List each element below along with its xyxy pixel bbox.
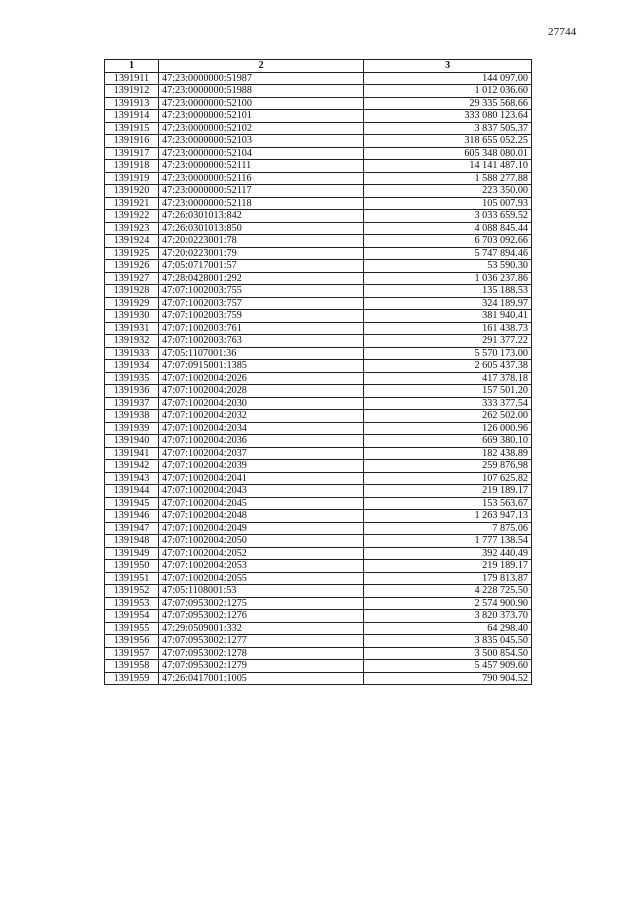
row-number-cell: 1391947: [105, 522, 159, 535]
cadastral-number-cell: 47:23:0000000:52111: [159, 160, 364, 173]
cadastral-number-cell: 47:23:0000000:52117: [159, 185, 364, 198]
row-number-cell: 1391919: [105, 172, 159, 185]
cadastral-number-cell: 47:23:0000000:52103: [159, 135, 364, 148]
value-cell: 6 703 092.66: [364, 235, 532, 248]
cadastral-number-cell: 47:07:1002004:2053: [159, 560, 364, 573]
table-row: [105, 397, 532, 410]
row-number-cell: 1391911: [105, 72, 159, 85]
cadastral-number-cell: 47:23:0000000:52118: [159, 197, 364, 210]
row-number-cell: 1391937: [105, 397, 159, 410]
table-row: [105, 610, 532, 623]
value-cell: 182 438.89: [364, 447, 532, 460]
cadastral-number-cell: 47:07:1002004:2049: [159, 522, 364, 535]
cadastral-number-cell: 47:07:1002004:2030: [159, 397, 364, 410]
value-cell: 1 777 138.54: [364, 535, 532, 548]
cadastral-number-cell: 47:07:1002004:2037: [159, 447, 364, 460]
value-cell: 1 012 036.60: [364, 85, 532, 98]
table-row: [105, 547, 532, 560]
value-cell: 105 007.93: [364, 197, 532, 210]
table-row: [105, 560, 532, 573]
value-cell: 3 837 505.37: [364, 122, 532, 135]
value-cell: 262 502.00: [364, 410, 532, 423]
cadastral-number-cell: 47:07:0953002:1279: [159, 660, 364, 673]
cadastral-number-cell: 47:07:1002003:763: [159, 335, 364, 348]
row-number-cell: 1391942: [105, 460, 159, 473]
row-number-cell: 1391943: [105, 472, 159, 485]
cadastral-number-cell: 47:07:1002004:2041: [159, 472, 364, 485]
row-number-cell: 1391936: [105, 385, 159, 398]
table-row: [105, 472, 532, 485]
cadastral-number-cell: 47:23:0000000:52104: [159, 147, 364, 160]
value-cell: 107 625.82: [364, 472, 532, 485]
table-row: [105, 347, 532, 360]
row-number-cell: 1391935: [105, 372, 159, 385]
cadastral-number-cell: 47:20:0223001:78: [159, 235, 364, 248]
cadastral-number-cell: 47:07:1002004:2028: [159, 385, 364, 398]
table-row: [105, 435, 532, 448]
row-number-cell: 1391930: [105, 310, 159, 323]
table-row: [105, 185, 532, 198]
table-row: [105, 210, 532, 223]
table-row: [105, 72, 532, 85]
row-number-cell: 1391948: [105, 535, 159, 548]
cadastral-number-cell: 47:07:0915001:1385: [159, 360, 364, 373]
table-row: [105, 510, 532, 523]
table-row: [105, 660, 532, 673]
table-row: [105, 122, 532, 135]
value-cell: 5 570 173.00: [364, 347, 532, 360]
value-cell: 219 189.17: [364, 560, 532, 573]
value-cell: 392 440.49: [364, 547, 532, 560]
cadastral-number-cell: 47:28:0428001:292: [159, 272, 364, 285]
header-row: [105, 60, 532, 73]
value-cell: 64 298.40: [364, 622, 532, 635]
table-row: [105, 535, 532, 548]
table-body: [105, 72, 532, 685]
value-cell: 29 335 568.66: [364, 97, 532, 110]
row-number-cell: 1391950: [105, 560, 159, 573]
value-cell: 179 813.87: [364, 572, 532, 585]
cadastral-number-cell: 47:07:1002004:2050: [159, 535, 364, 548]
table-row: [105, 285, 532, 298]
cadastral-number-cell: 47:07:1002004:2026: [159, 372, 364, 385]
table-row: [105, 672, 532, 685]
table-row: [105, 447, 532, 460]
value-cell: 318 655 052.25: [364, 135, 532, 148]
cadastral-number-cell: 47:07:0953002:1278: [159, 647, 364, 660]
table-row: [105, 297, 532, 310]
row-number-cell: 1391932: [105, 335, 159, 348]
row-number-cell: 1391953: [105, 597, 159, 610]
value-cell: 381 940.41: [364, 310, 532, 323]
cadastral-number-cell: 47:07:1002004:2039: [159, 460, 364, 473]
value-cell: 135 188.53: [364, 285, 532, 298]
value-cell: 3 835 045.50: [364, 635, 532, 648]
value-cell: 669 380.10: [364, 435, 532, 448]
cadastral-number-cell: 47:07:1002004:2043: [159, 485, 364, 498]
row-number-cell: 1391927: [105, 272, 159, 285]
value-cell: 144 097.00: [364, 72, 532, 85]
table-row: [105, 335, 532, 348]
table-row: [105, 422, 532, 435]
cadastral-number-cell: 47:07:1002003:759: [159, 310, 364, 323]
row-number-cell: 1391922: [105, 210, 159, 223]
table-row: [105, 322, 532, 335]
value-cell: 4 228 725.50: [364, 585, 532, 598]
value-cell: 223 350.00: [364, 185, 532, 198]
row-number-cell: 1391915: [105, 122, 159, 135]
table-row: [105, 597, 532, 610]
value-cell: 126 000.96: [364, 422, 532, 435]
table-row: [105, 97, 532, 110]
cadastral-number-cell: 47:07:0953002:1276: [159, 610, 364, 623]
value-cell: 417 378.18: [364, 372, 532, 385]
page-number: 27744: [548, 26, 577, 38]
row-number-cell: 1391929: [105, 297, 159, 310]
cadastral-number-cell: 47:23:0000000:52101: [159, 110, 364, 123]
cadastral-number-cell: 47:20:0223001:79: [159, 247, 364, 260]
cadastral-number-cell: 47:23:0000000:52102: [159, 122, 364, 135]
cadastral-number-cell: 47:26:0301013:850: [159, 222, 364, 235]
row-number-cell: 1391952: [105, 585, 159, 598]
cadastral-number-cell: 47:07:1002004:2034: [159, 422, 364, 435]
value-cell: 790 904.52: [364, 672, 532, 685]
row-number-cell: 1391941: [105, 447, 159, 460]
cadastral-number-cell: 47:26:0301013:842: [159, 210, 364, 223]
row-number-cell: 1391959: [105, 672, 159, 685]
value-cell: 153 563.67: [364, 497, 532, 510]
table-row: [105, 147, 532, 160]
table-row: [105, 160, 532, 173]
value-cell: 1 588 277.88: [364, 172, 532, 185]
row-number-cell: 1391920: [105, 185, 159, 198]
table-row: [105, 260, 532, 273]
value-cell: 1 263 947.13: [364, 510, 532, 523]
row-number-cell: 1391956: [105, 635, 159, 648]
row-number-cell: 1391931: [105, 322, 159, 335]
cadastral-number-cell: 47:23:0000000:51987: [159, 72, 364, 85]
column-header-3: 3: [364, 60, 532, 73]
row-number-cell: 1391957: [105, 647, 159, 660]
value-cell: 605 348 080.01: [364, 147, 532, 160]
cadastral-number-cell: 47:07:1002003:761: [159, 322, 364, 335]
table-row: [105, 272, 532, 285]
value-cell: 259 876.98: [364, 460, 532, 473]
row-number-cell: 1391949: [105, 547, 159, 560]
row-number-cell: 1391928: [105, 285, 159, 298]
value-cell: 3 033 659.52: [364, 210, 532, 223]
cadastral-number-cell: 47:23:0000000:52100: [159, 97, 364, 110]
cadastral-number-cell: 47:29:0509001:332: [159, 622, 364, 635]
value-cell: 5 457 909.60: [364, 660, 532, 673]
value-cell: 4 088 845.44: [364, 222, 532, 235]
value-cell: 333 377.54: [364, 397, 532, 410]
row-number-cell: 1391923: [105, 222, 159, 235]
row-number-cell: 1391921: [105, 197, 159, 210]
table-row: [105, 622, 532, 635]
cadastral-number-cell: 47:07:1002004:2048: [159, 510, 364, 523]
column-header-1: 1: [105, 60, 159, 73]
value-cell: 2 574 900.90: [364, 597, 532, 610]
table-row: [105, 222, 532, 235]
table-row: [105, 235, 532, 248]
value-cell: 333 080 123.64: [364, 110, 532, 123]
table-row: [105, 460, 532, 473]
row-number-cell: 1391916: [105, 135, 159, 148]
row-number-cell: 1391958: [105, 660, 159, 673]
value-cell: 291 377.22: [364, 335, 532, 348]
value-cell: 5 747 894.46: [364, 247, 532, 260]
row-number-cell: 1391946: [105, 510, 159, 523]
value-cell: 3 500 854.50: [364, 647, 532, 660]
table-row: [105, 372, 532, 385]
table-row: [105, 135, 532, 148]
row-number-cell: 1391918: [105, 160, 159, 173]
table-row: [105, 410, 532, 423]
row-number-cell: 1391938: [105, 410, 159, 423]
row-number-cell: 1391954: [105, 610, 159, 623]
cadastral-number-cell: 47:26:0417001:1005: [159, 672, 364, 685]
row-number-cell: 1391955: [105, 622, 159, 635]
table-row: [105, 247, 532, 260]
cadastral-number-cell: 47:05:1108001:53: [159, 585, 364, 598]
value-cell: 14 141 487.10: [364, 160, 532, 173]
table-row: [105, 85, 532, 98]
row-number-cell: 1391944: [105, 485, 159, 498]
value-cell: 157 501.20: [364, 385, 532, 398]
cadastral-number-cell: 47:05:1107001:36: [159, 347, 364, 360]
cadastral-number-cell: 47:07:1002004:2032: [159, 410, 364, 423]
row-number-cell: 1391925: [105, 247, 159, 260]
table-row: [105, 497, 532, 510]
table-row: [105, 360, 532, 373]
row-number-cell: 1391913: [105, 97, 159, 110]
table-row: [105, 110, 532, 123]
row-number-cell: 1391939: [105, 422, 159, 435]
table-row: [105, 485, 532, 498]
cadastral-number-cell: 47:07:1002004:2052: [159, 547, 364, 560]
row-number-cell: 1391917: [105, 147, 159, 160]
row-number-cell: 1391940: [105, 435, 159, 448]
value-cell: 7 875.06: [364, 522, 532, 535]
row-number-cell: 1391934: [105, 360, 159, 373]
cadastral-number-cell: 47:07:1002004:2055: [159, 572, 364, 585]
cadastral-number-cell: 47:07:1002004:2036: [159, 435, 364, 448]
cadastral-number-cell: 47:07:1002003:755: [159, 285, 364, 298]
cadastral-number-cell: 47:07:0953002:1277: [159, 635, 364, 648]
cadastral-number-cell: 47:23:0000000:51988: [159, 85, 364, 98]
cadastral-number-cell: 47:07:0953002:1275: [159, 597, 364, 610]
row-number-cell: 1391951: [105, 572, 159, 585]
table-row: [105, 310, 532, 323]
table-row: [105, 197, 532, 210]
value-cell: 219 189.17: [364, 485, 532, 498]
column-header-2: 2: [159, 60, 364, 73]
table-row: [105, 635, 532, 648]
table-row: [105, 172, 532, 185]
table-row: [105, 522, 532, 535]
row-number-cell: 1391945: [105, 497, 159, 510]
cadastral-number-cell: 47:07:1002004:2045: [159, 497, 364, 510]
row-number-cell: 1391912: [105, 85, 159, 98]
registry-table: [104, 59, 532, 685]
value-cell: 1 036 237.86: [364, 272, 532, 285]
cadastral-number-cell: 47:23:0000000:52116: [159, 172, 364, 185]
row-number-cell: 1391914: [105, 110, 159, 123]
cadastral-number-cell: 47:05:0717001:57: [159, 260, 364, 273]
table-row: [105, 585, 532, 598]
value-cell: 3 820 373.70: [364, 610, 532, 623]
value-cell: 2 605 437.38: [364, 360, 532, 373]
table-row: [105, 385, 532, 398]
table-row: [105, 647, 532, 660]
row-number-cell: 1391924: [105, 235, 159, 248]
row-number-cell: 1391933: [105, 347, 159, 360]
value-cell: 161 438.73: [364, 322, 532, 335]
value-cell: 324 189.97: [364, 297, 532, 310]
value-cell: 53 590.30: [364, 260, 532, 273]
row-number-cell: 1391926: [105, 260, 159, 273]
cadastral-number-cell: 47:07:1002003:757: [159, 297, 364, 310]
table-row: [105, 572, 532, 585]
